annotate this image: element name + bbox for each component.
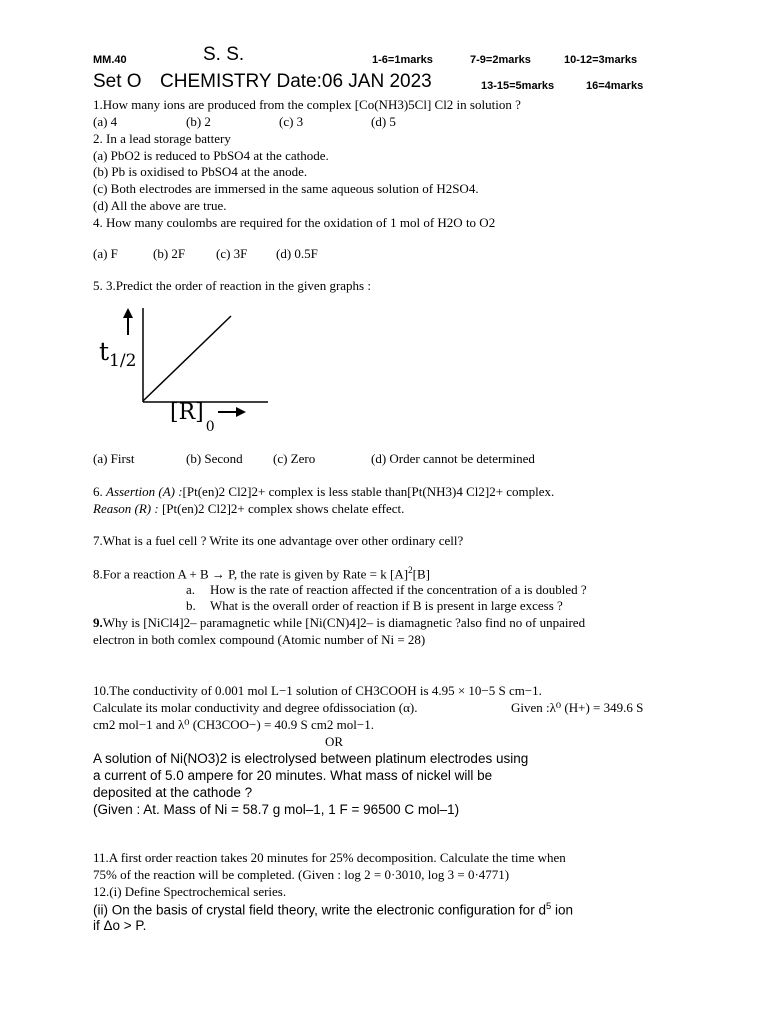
q8-text: 8.For a reaction A + B → P, the rate is given by Rate = k [A] [93,566,409,582]
q9-number: 9. [93,615,103,630]
or-separator: OR [325,734,344,749]
q1-option-c: (c) 3 [279,114,304,129]
q2-option-c: (c) Both electrodes are immersed in the same aqueous solution of H2SO4. [93,181,479,196]
q8-sub-a-marker: a. [186,582,196,597]
graph-x-label-main: [R] [170,400,204,425]
question-1: 1.How many ions are produced from the complex [Co(NH3)5Cl] Cl2 in solution ? [93,97,521,112]
q9-line-1: Why is [NiCl4]2– paramagnetic while [Ni(CN)4]2– is diamagnetic ?also find no of unpaired [102,615,586,630]
q5-option-a: (a) First [93,451,135,466]
q10-line-2: Calculate its molar conductivity and degree ofdissociation (α). [93,700,418,715]
page-title: CHEMISTRY Date:06 JAN 2023 [160,71,432,92]
q10-line-3: cm2 mol−1 and λ⁰ (CH3COO−) = 40.9 S cm2 mol−1. [93,717,374,732]
question-10: 10.The conductivity of 0.001 mol L−1 solution of CH3COOH is 4.95 × 10−5 S cm−1. [93,683,542,698]
q8-sub-a: How is the rate of reaction affected if the concentration of a is doubled ? [210,582,587,597]
q12-line-2-text: (ii) On the basis of crystal field theory, write the electronic configuration for d [93,902,546,918]
q10-alt-line-1: A solution of Ni(NO3)2 is electrolysed between platinum electrodes using [93,751,529,766]
marks-scheme-4: 13-15=5marks [481,80,555,92]
marks-scheme-5: 16=4marks [586,80,644,92]
q10-alt-line-2: a current of 5.0 ampere for 20 minutes. What mass of nickel will be [93,768,493,783]
reason-text: [Pt(en)2 Cl2]2+ complex shows chelate effect. [161,501,405,516]
q1-option-a: (a) 4 [93,114,118,129]
q1-option-b: (b) 2 [186,114,211,129]
question-8 [93,565,430,582]
data-line [143,316,231,401]
question-11: 11.A first order reaction takes 20 minutes for 25% decomposition. Calculate the time when [93,850,566,865]
marks-scheme-2: 7-9=2marks [470,54,531,66]
q8-sub-b: What is the overall order of reaction if B is present in large excess ? [210,598,563,613]
graph-y-label [99,337,137,371]
q1-option-d: (d) 5 [371,114,396,129]
q8-sub-b-marker: b. [186,598,196,613]
q11-line-2: 75% of the reaction will be completed. (Given : log 2 = 0·3010, log 3 = 0·4771) [93,867,510,882]
question-6-assertion [93,484,554,500]
q6-number: 6. [93,484,106,499]
graph-y-label-sub: 1/2 [109,351,137,371]
question-4: 4. How many coulombs are required for the oxidation of 1 mol of H2O to O2 [93,215,496,230]
question-12: 12.(i) Define Spectrochemical series. [93,884,287,899]
marks-scheme-1: 1-6=1marks [372,54,433,66]
assertion-label: Assertion (A) : [106,484,183,499]
q12-d-superscript: 5 [545,901,552,912]
set-label: Set O [93,71,142,92]
q5-option-d: (d) Order cannot be determined [371,451,535,466]
question-9 [93,615,585,631]
q9-line-2: electron in both comlex compound (Atomic number of Ni = 28) [93,632,426,647]
section-label: S. S. [203,44,245,65]
q10-alt-line-3: deposited at the cathode ? [93,785,253,800]
graph-y-label-main: t [99,337,110,366]
q4-option-b: (b) 2F [153,246,186,261]
graph-x-label-sub: 0 [205,419,215,435]
question-2: 2. In a lead storage battery [93,131,231,146]
q12-line-3: if Δo > P. [93,918,147,933]
question-5: 5. 3.Predict the order of reaction in the given graphs : [93,278,371,293]
q12-line-2 [93,901,573,918]
x-arrow-icon [236,407,246,417]
marks-scheme-3: 10-12=3marks [564,54,638,66]
y-arrow-icon [123,308,133,318]
q10-given: Given :λ⁰ (H+) = 349.6 S [511,700,644,715]
q2-option-b: (b) Pb is oxidised to PbSO4 at the anode. [93,164,308,179]
q2-option-a: (a) PbO2 is reduced to PbSO4 at the cathode. [93,148,329,163]
reason-label: Reason (R) : [93,501,159,516]
assertion-text: [Pt(en)2 Cl2]2+ complex is less stable than[Pt(NH3)4 Cl2]2+ complex. [182,484,555,499]
q8-exponent: 2 [408,565,413,575]
q5-option-c: (c) Zero [273,451,316,466]
q4-option-c: (c) 3F [216,246,248,261]
question-7: 7.What is a fuel cell ? Write its one advantage over other ordinary cell? [93,533,464,548]
max-marks: MM.40 [93,54,127,66]
q10-alt-line-4: (Given : At. Mass of Ni = 58.7 g mol–1, 1 F = 96500 C mol–1) [93,802,460,817]
question-6-reason [93,501,404,517]
q12-line-2-end: ion [551,902,573,918]
q8-text-end: [B] [412,566,430,582]
q4-option-a: (a) F [93,246,118,261]
graph-x-label [170,400,215,435]
q5-option-b: (b) Second [186,451,243,466]
q4-option-d: (d) 0.5F [276,246,318,261]
q2-option-d: (d) All the above are true. [93,198,227,213]
